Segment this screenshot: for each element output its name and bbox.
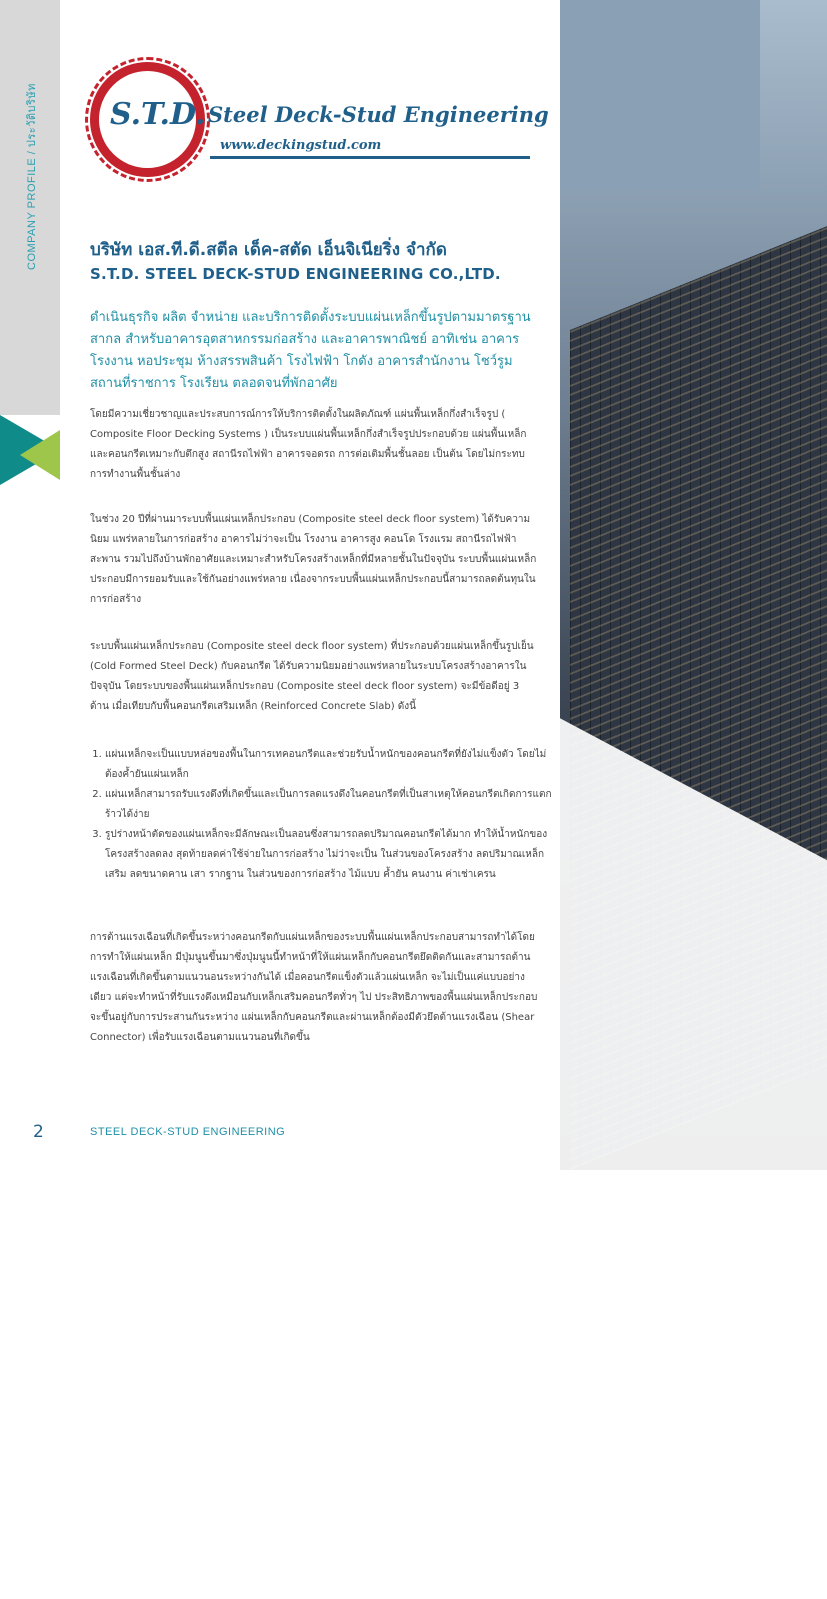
list-item: 2. แผ่นเหล็กสามารถรับแรงดึงที่เกิดขึ้นและเป็นการลดแรงดึงในคอนกรีตที่เป็นสาเหตุให้คอนกรีตเกิดการแตกร้าวได้ง่าย [105, 785, 555, 825]
advantages-list [90, 745, 555, 885]
company-logo [90, 52, 549, 172]
footer-text: STEEL DECK-STUD ENGINEERING [90, 1126, 286, 1138]
list-item: 1. แผ่นเหล็กจะเป็นแบบหล่อของพื้นในการเทคอนกรีตและช่วยรับน้ำหนักของคอนกรีตที่ยังไม่แข็งตัว โดยไม่ต้องค้ำยันแผ่นเหล็ก [105, 745, 555, 785]
page-number: 2 [33, 1122, 44, 1142]
title-thai: บริษัท เอส.ที.ดี.สตีล เด็ค-สตัด เอ็นจิเนียริ่ง จำกัด [90, 240, 447, 260]
paragraph-1: โดยมีความเชี่ยวชาญและประสบการณ์การให้บริการติดตั้งในผลิตภัณฑ์ แผ่นพื้นเหล็กกึ่งสำเร็จรูป ( Composite Floor Decking Systems ) เป็นระบบแผ่นพื้นเหล็กกึ่งสำเร็จรูปประกอบด้วย แผ่นพื้นเหล็กและคอนกรีตเหมาะกับตึกสูง สถานีรถไฟฟ้า อาคารจอดรถ การต่อเติมพื้นชั้นลอย เป็นต้น โดยไม่กระทบการทำงานพื้นชั้นล่าง [90, 409, 527, 480]
list-item: 3. รูปร่างหน้าตัดของแผ่นเหล็กจะมีลักษณะเป็นลอนซึ่งสามารถลดปริมาณคอนกรีตได้มาก ทำให้น้ำหนักของโครงสร้างลดลง สุดท้ายลดค่าใช้จ่ายในการก่อสร้าง ไม่ว่าจะเป็น ในส่วนของโครงสร้าง ลดปริมาณเหล็กเสริม ลดขนาดคาน เสา รากฐาน ในส่วนของการก่อสร้าง ไม้แบบ ค้ำยัน คนงาน ค่าเช่าเครน [105, 825, 555, 885]
title-english: S.T.D. STEEL DECK-STUD ENGINEERING CO.,LTD. [90, 265, 501, 283]
closing-paragraph: การต้านแรงเฉือนที่เกิดขึ้นระหว่างคอนกรีตกับแผ่นเหล็กของระบบพื้นแผ่นเหล็กประกอบสามารถทำได้โดยการทำให้แผ่นเหล็ก มีปุ่มนูนขึ้นมาซึ่งปุ่มนูนนี้ทำหน้าที่ให้แผ่นเหล็กกับคอนกรีตยึดติดกันและสามารถต้านแรงเฉือนที่เกิดขึ้นตามแนวนอนระหว่างกันได้ เมื่อคอนกรีตแข็งตัวแล้วแผ่นเหล็ก จะไม่เป็นแค่แบบอย่างเดียว แต่จะทำหน้าที่รับแรงดึงเหมือนกับเหล็กเสริมคอนกรีตทั่วๆ ไป ประสิทธิภาพของพื้นแผ่นเหล็กประกอบจะขึ้นอยู่กับการประสานกันระหว่าง แผ่นเหล็กกับคอนกรีตและผ่านเหล็กต้องมีตัวยึดต้านแรงเฉือน (Shear Connector) เพื่อรับแรงเฉือนตามแนวนอนที่เกิดขึ้น [90, 932, 538, 1043]
logo-url: www.deckingstud.com [220, 138, 382, 153]
logo-name: Steel Deck-Stud Engineering [208, 102, 549, 127]
paragraph-2: ในช่วง 20 ปีที่ผ่านมาระบบพื้นแผ่นเหล็กประกอบ (Composite steel deck floor system) ได้รับความนิยม แพร่หลายในการก่อสร้าง อาคารไม่ว่าจะเป็น โรงงาน อาคารสูง คอนโด โรงแรม สถานีรถไฟฟ้า สะพาน รวมไปถึงบ้านพักอาศัยและเหมาะสำหรับโครงสร้างเหล็กที่มีหลายชั้นในปัจจุบัน ระบบพื้นแผ่นเหล็กประกอบมีการยอมรับและใช้กันอย่างแพร่หลาย เนื่องจากระบบพื้นแผ่นเหล็กประกอบนี้สามารถลดต้นทุนในการก่อสร้าง [90, 514, 537, 605]
paragraph-3: ระบบพื้นแผ่นเหล็กประกอบ (Composite steel deck floor system) ที่ประกอบด้วยแผ่นเหล็กขึ้นรูปเย็น (Cold Formed Steel Deck) กับคอนกรีต ได้รับความนิยมอย่างแพร่หลายในระบบโครงสร้างอาคารในปัจจุบัน โดยระบบของพื้นแผ่นเหล็กประกอบ (Composite steel deck floor system) จะมีข้อดีอยู่ 3 ด้าน เมื่อเทียบกับพื้นคอนกรีตเสริมเหล็ก (Reinforced Concrete Slab) ดังนี้ [90, 641, 534, 712]
lead-paragraph: ดำเนินธุรกิจ ผลิต จำหน่าย และบริการติดตั้งระบบแผ่นเหล็กขึ้นรูปตามมาตรฐานสากล สำหรับอาคารอุตสาหกรรมก่อสร้าง และอาคารพาณิชย์ อาทิเช่น อาคารโรงงาน หอประชุม ห้างสรรพสินค้า โรงไฟฟ้า โกดัง อาคารสำนักงาน โชว์รูม สถานที่ราชการ โรงเรียน ตลอดจนที่พักอาศัย [90, 310, 531, 391]
green-triangle [20, 430, 60, 480]
side-label: COMPANY PROFILE / ประวัติบริษัท [26, 83, 38, 270]
logo-initials: S.T.D. [110, 97, 206, 132]
building-top-left [560, 0, 760, 190]
